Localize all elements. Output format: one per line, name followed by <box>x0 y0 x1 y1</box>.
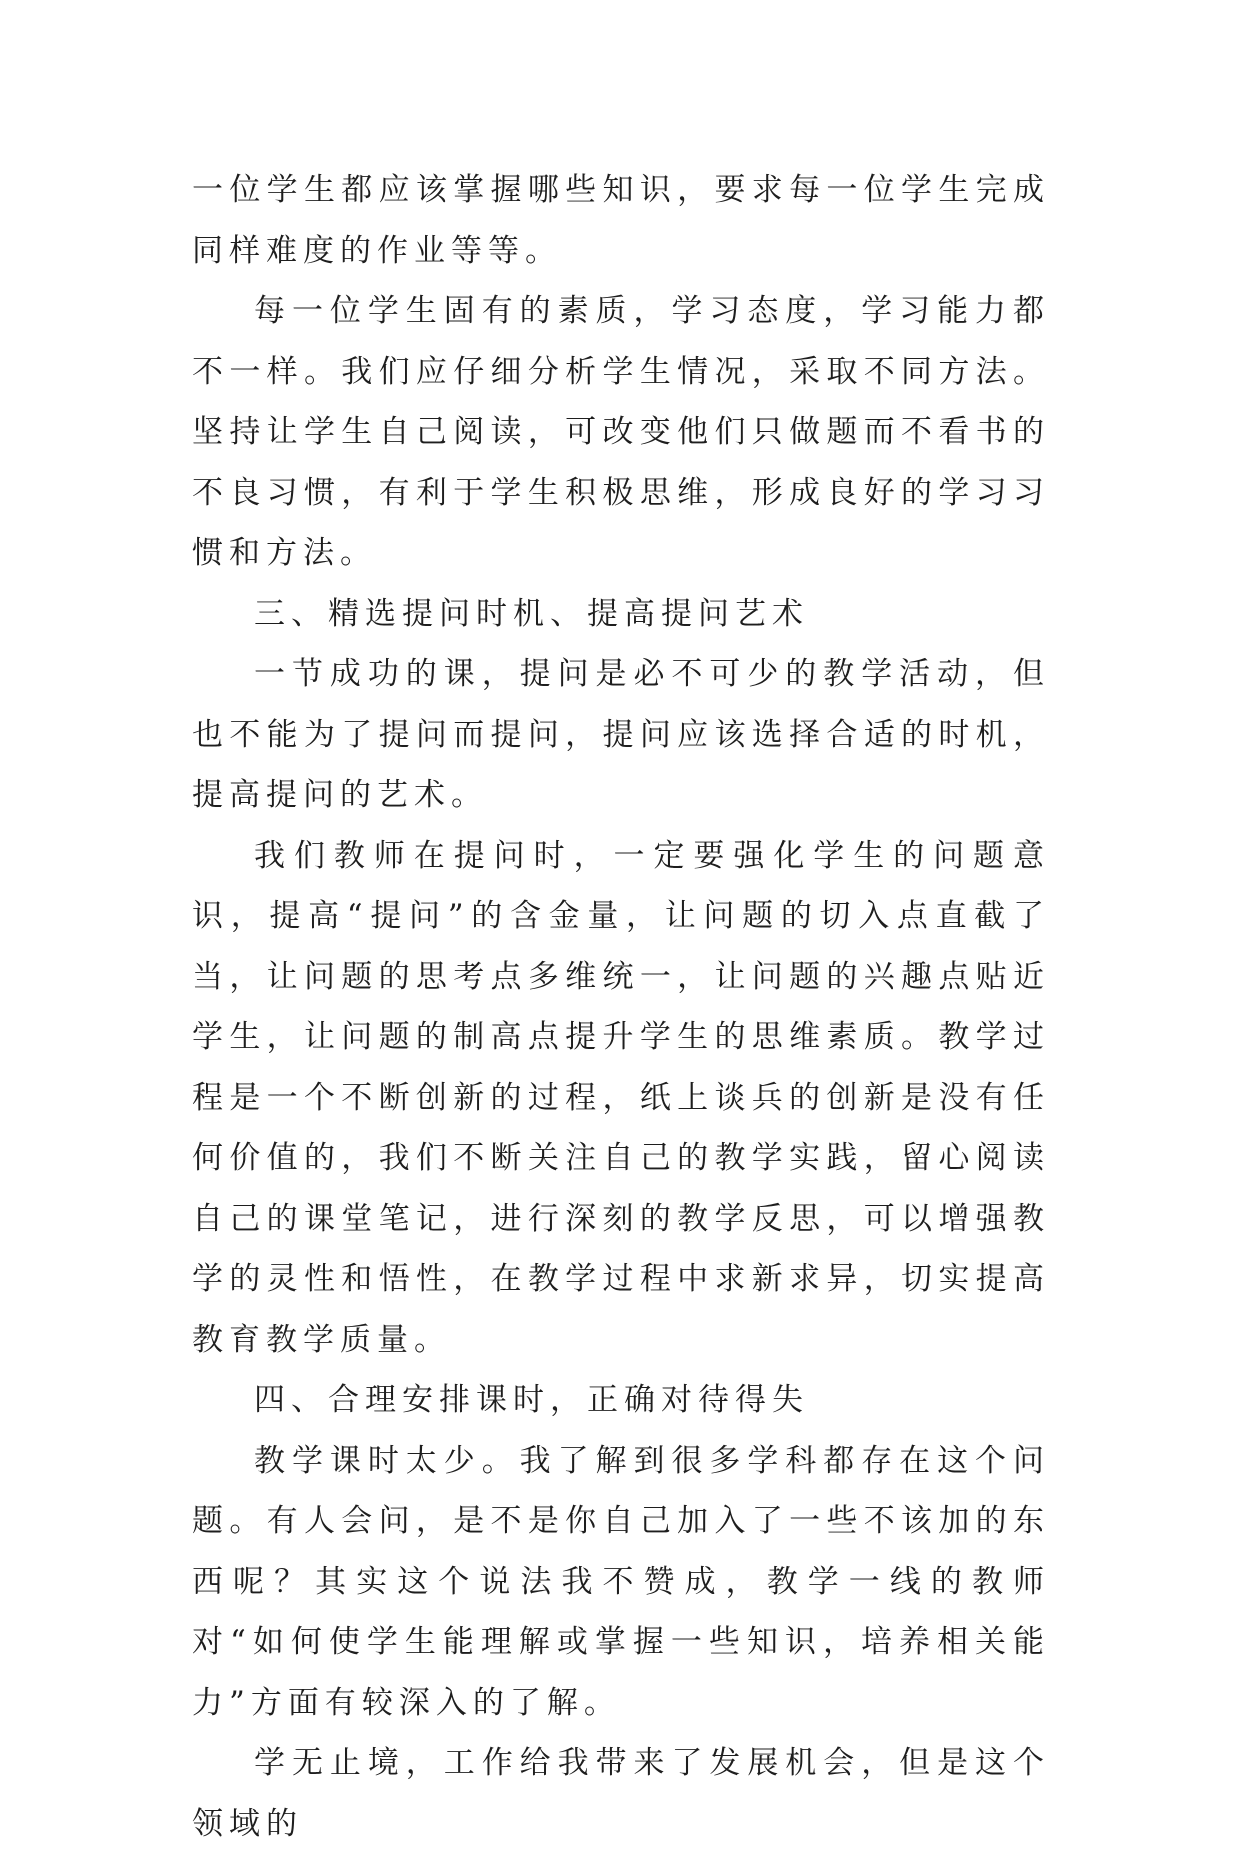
document-body <box>192 160 1050 1854</box>
paragraph-learning-endless: 学无止境，工作给我带来了发展机会，但是这个领域的 <box>192 1745 1050 1842</box>
paragraph-continuation: 一位学生都应该掌握哪些知识，要求每一位学生完成同样难度的作业等等。 <box>192 172 1050 269</box>
paragraph-questioning-intro: 一节成功的课，提问是必不可少的教学活动，但也不能为了提问而提问，提问应该选择合适的时机，提高提问的艺术。 <box>192 656 1050 813</box>
section-heading-three: 三、精选提问时机、提高提问艺术 <box>254 595 809 632</box>
paragraph-class-hours: 教学课时太少。我了解到很多学科都存在这个问题。有人会问，是不是你自己加入了一些不该加的东西呢？其实这个说法我不赞成，教学一线的教师对“如何使学生能理解或掌握一些知识，培养相关能力”方面有较深入的了解。 <box>192 1442 1050 1721</box>
section-heading-four: 四、合理安排课时，正确对待得失 <box>254 1382 809 1418</box>
paragraph-student-differences: 每一位学生固有的素质，学习态度，学习能力都不一样。我们应仔细分析学生情况，采取不同方法。坚持让学生自己阅读，可改变他们只做题而不看书的不良习惯，有利于学生积极思维，形成良好的学习习惯和方法。 <box>192 293 1050 571</box>
paragraph-questioning-detail: 我们教师在提问时，一定要强化学生的问题意识，提高“提问”的含金量，让问题的切入点直截了当，让问题的思考点多维统一，让问题的兴趣点贴近学生，让问题的制高点提升学生的思维素质。教学过程是一个不断创新的过程，纸上谈兵的创新是没有任何价值的，我们不断关注自己的教学实践，留心阅读自己的课堂笔记，进行深刻的教学反思，可以增强教学的灵性和悟性，在教学过程中求新求异，切实提高教育教学质量。 <box>192 837 1050 1358</box>
